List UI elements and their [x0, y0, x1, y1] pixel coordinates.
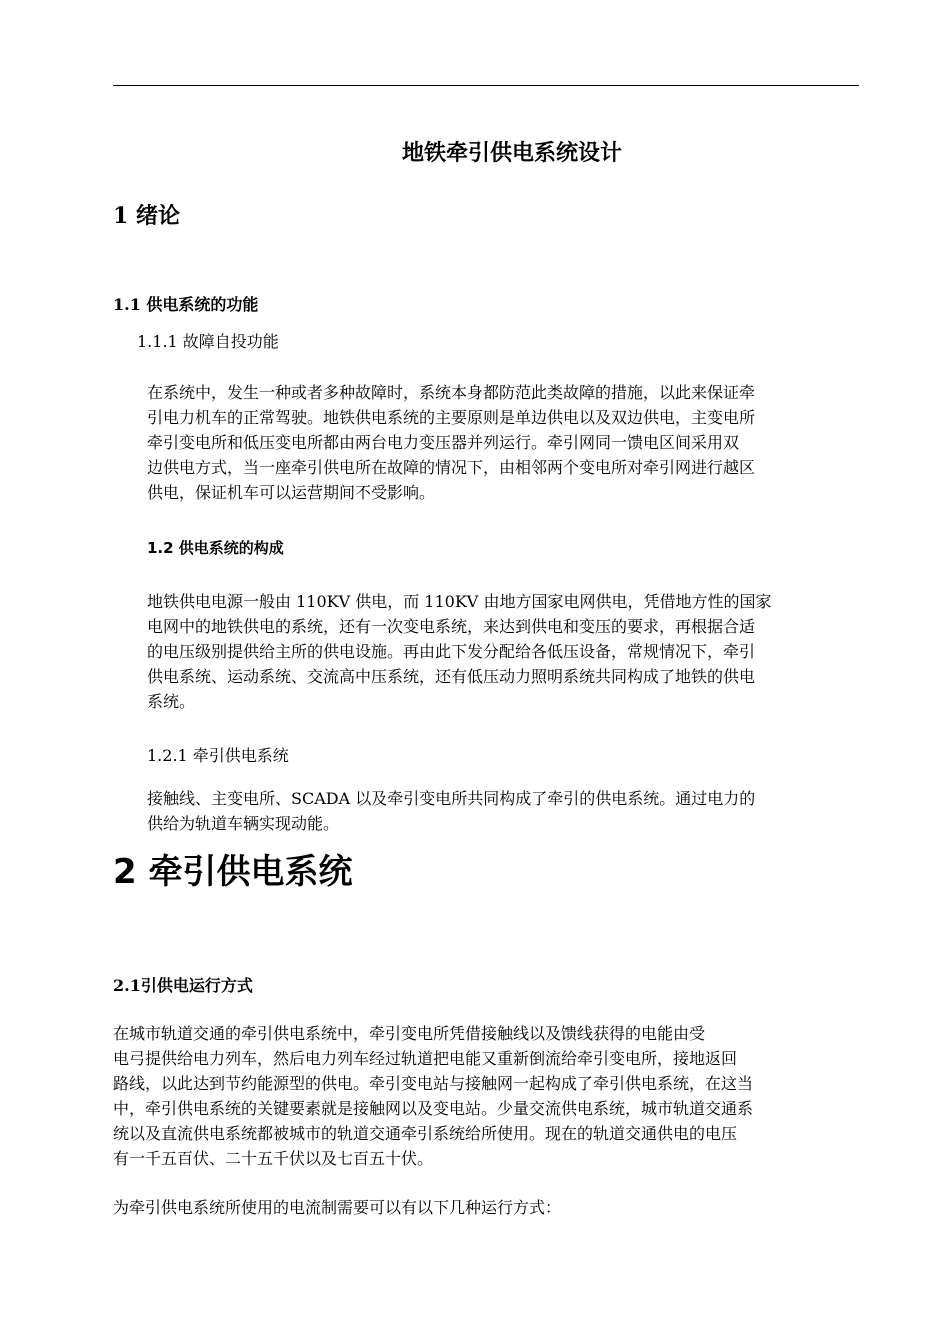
section-2-1-heading	[113, 973, 253, 996]
section-2-1-number: 2.1	[113, 976, 141, 995]
chapter-2-heading: 2 牵引供电系统	[113, 852, 353, 892]
header-rule	[113, 85, 859, 86]
paragraph-2-1: 在城市轨道交通的牵引供电系统中，牵引变电所凭借接触线以及馈线获得的电能由受 电弓提供给电力列车，然后电力列车经过轨道把电能又重新倒流给牵引变电所，接地返回 路线，以此达到节约能源型的供电。牵引变电站与接触网一起构成了牵引供电系统，在这当 中，牵引供电系统的关键要素就是接触网以及变电站。少量交流供电系统，城市轨道交通系 统以及直流供电系统都被城市的轨道交通牵引系统给所使用。现在的轨道交通供电的电压 有一千五百伏、二十五千伏以及七百五十伏。	[113, 1024, 754, 1168]
section-1-2-heading: 1.2 供电系统的构成	[147, 539, 284, 557]
paragraph-1-2-1: 接触线、主变电所、SCADA 以及牵引变电所共同构成了牵引的供电系统。通过电力的 供给为轨道车辆实现动能。	[147, 789, 756, 833]
paragraph-1-2: 地铁供电电源一般由 110KV 供电，而 110KV 由地方国家电网供电，凭借地方性的国家 电网中的地铁供电的系统，还有一次变电系统，来达到供电和变压的要求，再根据合适 的电压级别提供给主所的供电设施。再由此下发分配给各低压设备，常规情况下，牵引 供电系统、运动系统、交流高中压系统，还有低压动力照明系统共同构成了地铁的供电 系统。	[147, 592, 772, 711]
chapter-1-heading: 1 绪论	[113, 203, 180, 229]
section-1-2-1-heading: 1.2.1 牵引供电系统	[147, 746, 289, 765]
section-1-1-heading: 1.1 供电系统的功能	[113, 295, 259, 314]
paragraph-2-1-b: 为牵引供电系统所使用的电流制需要可以有以下几种运行方式：	[113, 1198, 562, 1217]
document-title: 地铁牵引供电系统设计	[401, 141, 622, 166]
section-1-1-1-heading: 1.1.1 故障自投功能	[137, 332, 279, 351]
paragraph-1-1-1: 在系统中，发生一种或者多种故障时，系统本身都防范此类故障的措施，以此来保证牵 引电力机车的正常驾驶。地铁供电系统的主要原则是单边供电以及双边供电，主变电所 牵引变电所和低压变电所都由两台电力变压器并列运行。牵引网同一馈电区间采用双 边供电方式，当一座牵引供电所在故障的情况下，由相邻两个变电所对牵引网进行越区 供电，保证机车可以运营期间不受影响。	[147, 383, 756, 502]
section-2-1-text: 引供电运行方式	[140, 976, 253, 995]
